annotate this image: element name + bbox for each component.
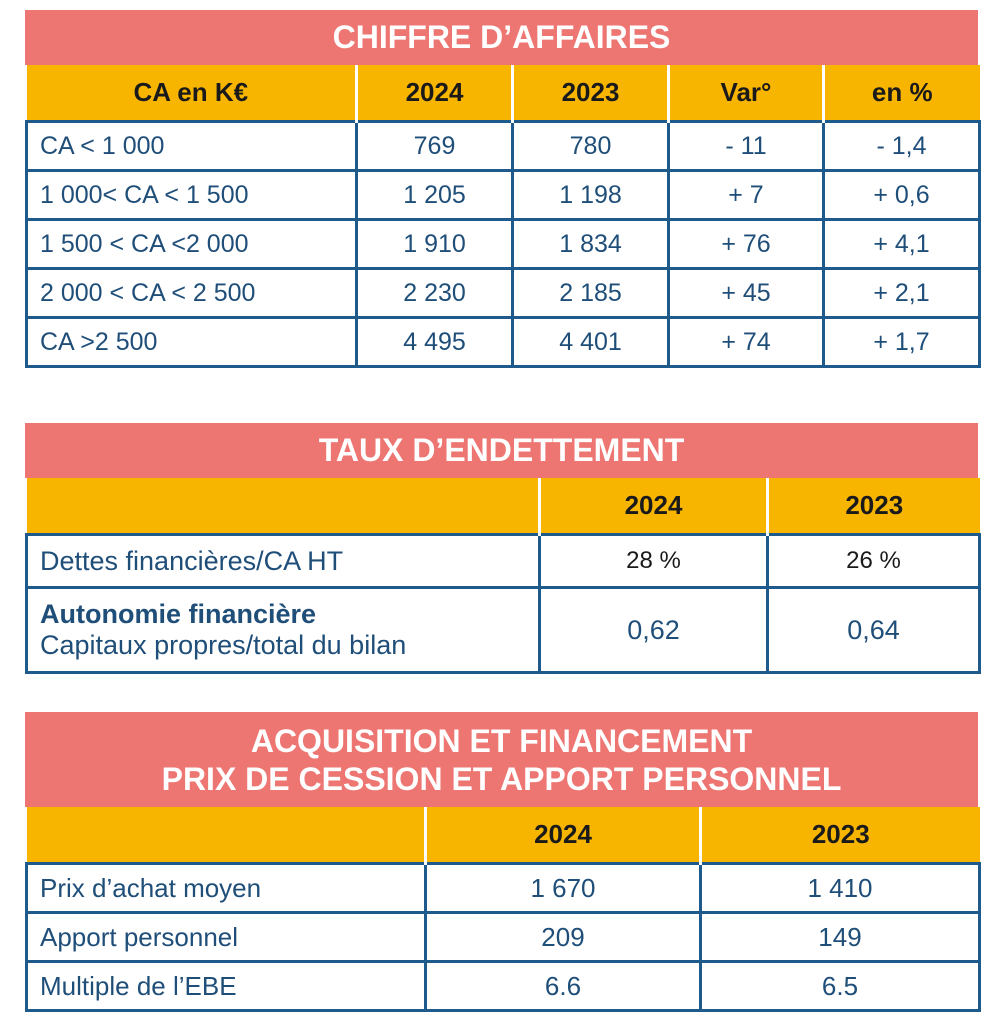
chiffre-affaires-table	[25, 10, 978, 368]
table-row	[27, 588, 980, 673]
cell-2023: 1 834	[513, 220, 669, 269]
cell-2023: 4 401	[513, 318, 669, 367]
header-row	[27, 807, 980, 864]
cell-2023: 1 410	[701, 864, 980, 913]
col-header-2023: 2023	[768, 478, 980, 535]
col-header-empty	[27, 478, 540, 535]
table-row	[27, 171, 980, 220]
cell-var: + 45	[669, 269, 824, 318]
table-row	[27, 122, 980, 171]
acquisition-grid	[25, 807, 981, 1012]
cell-2023: 26 %	[768, 535, 980, 588]
row-label	[27, 588, 540, 673]
header-row	[27, 478, 980, 535]
cell-2024: 4 495	[357, 318, 513, 367]
cell-2023: 2 185	[513, 269, 669, 318]
row-label: 2 000 < CA < 2 500	[27, 269, 357, 318]
cell-2023: 6.5	[701, 962, 980, 1011]
col-header-ca: CA en K€	[27, 65, 357, 122]
table-row	[27, 318, 980, 367]
col-header-empty	[27, 807, 426, 864]
cell-2023: 0,64	[768, 588, 980, 673]
chiffre-affaires-grid	[25, 65, 981, 368]
cell-2024: 1 205	[357, 171, 513, 220]
cell-2023: 149	[701, 913, 980, 962]
acquisition-title-line2: PRIX DE CESSION ET APPORT PERSONNEL	[161, 760, 842, 797]
table-row	[27, 864, 980, 913]
cell-pct: + 2,1	[824, 269, 980, 318]
row-label: Multiple de l’EBE	[27, 962, 426, 1011]
acquisition-table	[25, 712, 978, 1012]
row-label: Dettes financières/CA HT	[27, 535, 540, 588]
table-row	[27, 269, 980, 318]
col-header-2023: 2023	[513, 65, 669, 122]
cell-2024: 2 230	[357, 269, 513, 318]
row-label: CA >2 500	[27, 318, 357, 367]
cell-pct: - 1,4	[824, 122, 980, 171]
table-row	[27, 535, 980, 588]
acquisition-title	[25, 712, 978, 807]
row-label: 1 500 < CA <2 000	[27, 220, 357, 269]
col-header-2023: 2023	[701, 807, 980, 864]
row-label: Apport personnel	[27, 913, 426, 962]
chiffre-affaires-title: CHIFFRE D’AFFAIRES	[25, 10, 978, 65]
endettement-table	[25, 423, 978, 674]
col-header-pct: en %	[824, 65, 980, 122]
row-label: 1 000< CA < 1 500	[27, 171, 357, 220]
cell-var: + 74	[669, 318, 824, 367]
cell-2024: 769	[357, 122, 513, 171]
cell-2024: 28 %	[540, 535, 768, 588]
cell-var: - 11	[669, 122, 824, 171]
cell-2023: 780	[513, 122, 669, 171]
table-row	[27, 962, 980, 1011]
cell-2024: 1 670	[426, 864, 701, 913]
table-row	[27, 220, 980, 269]
header-row	[27, 65, 980, 122]
row-label: CA < 1 000	[27, 122, 357, 171]
endettement-title: TAUX D’ENDETTEMENT	[25, 423, 978, 478]
cell-2024: 6.6	[426, 962, 701, 1011]
cell-var: + 7	[669, 171, 824, 220]
col-header-2024: 2024	[357, 65, 513, 122]
row-label-sub: Capitaux propres/total du bilan	[40, 630, 407, 660]
acquisition-title-line1: ACQUISITION ET FINANCEMENT	[250, 722, 753, 759]
endettement-grid	[25, 478, 981, 674]
table-row	[27, 913, 980, 962]
cell-2024: 1 910	[357, 220, 513, 269]
cell-pct: + 4,1	[824, 220, 980, 269]
row-label: Prix d’achat moyen	[27, 864, 426, 913]
cell-2024: 0,62	[540, 588, 768, 673]
cell-pct: + 0,6	[824, 171, 980, 220]
cell-pct: + 1,7	[824, 318, 980, 367]
cell-2023: 1 198	[513, 171, 669, 220]
cell-var: + 76	[669, 220, 824, 269]
col-header-2024: 2024	[426, 807, 701, 864]
cell-2024: 209	[426, 913, 701, 962]
col-header-2024: 2024	[540, 478, 768, 535]
col-header-var: Var°	[669, 65, 824, 122]
row-label-bold: Autonomie financière	[40, 599, 317, 629]
